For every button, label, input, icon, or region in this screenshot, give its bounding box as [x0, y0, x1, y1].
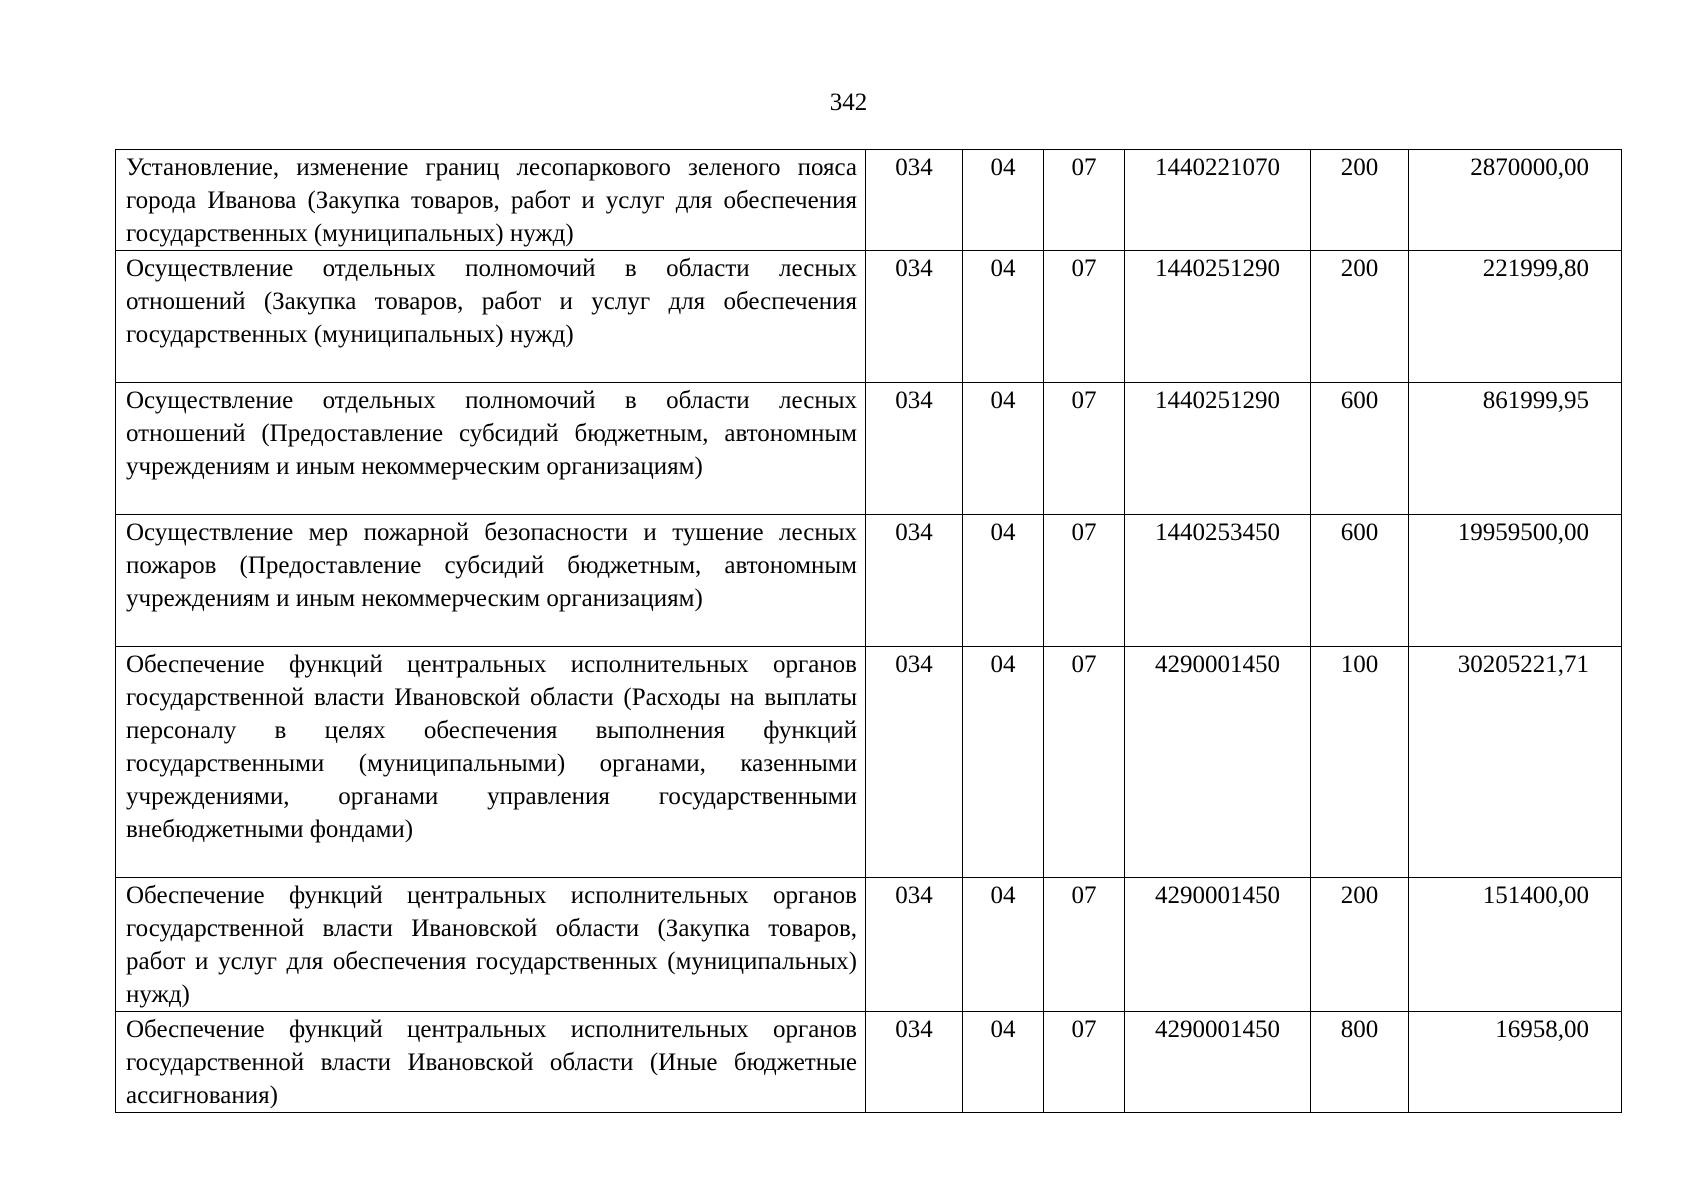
subsection-code: 07 — [1044, 1012, 1125, 1113]
page-number: 342 — [829, 89, 868, 116]
target-code: 1440221070 — [1125, 150, 1311, 251]
section-code: 04 — [963, 383, 1044, 515]
row-description: Осуществление мер пожарной безопасности и тушение лесных пожаров (Предоставление субсидий бюджетным, автономным учреждениям и иным некоммерческим организациям) — [116, 515, 866, 647]
table-row — [116, 1012, 1622, 1113]
row-description: Установление, изменение границ лесопаркового зеленого пояса города Иванова (Закупка товаров, работ и услуг для обеспечения государственных (муниципальных) нужд) — [116, 150, 866, 251]
subsection-code: 07 — [1044, 251, 1125, 383]
row-description: Осуществление отдельных полномочий в области лесных отношений (Закупка товаров, работ и услуг для обеспечения государственных (муниципальных) нужд) — [116, 251, 866, 383]
row-description: Обеспечение функций центральных исполнительных органов государственной власти Ивановской области (Закупка товаров, работ и услуг для обеспечения государственных (муниципальных) нужд) — [116, 878, 866, 1012]
expense-type-code: 200 — [1311, 150, 1409, 251]
budget-table — [115, 149, 1622, 1113]
amount: 861999,95 — [1409, 383, 1622, 515]
target-code: 4290001450 — [1125, 878, 1311, 1012]
amount: 221999,80 — [1409, 251, 1622, 383]
subsection-code: 07 — [1044, 647, 1125, 878]
subsection-code: 07 — [1044, 383, 1125, 515]
row-description: Обеспечение функций центральных исполнительных органов государственной власти Ивановской области (Иные бюджетные ассигнования) — [116, 1012, 866, 1113]
expense-type-code: 200 — [1311, 251, 1409, 383]
row-description: Обеспечение функций центральных исполнительных органов государственной власти Ивановской области (Расходы на выплаты персоналу в целях обеспечения выполнения функций государственными (муниципальными) органами, казенными учреждениями, органами управления государственными внебюджетными фондами) — [116, 647, 866, 878]
target-code: 1440251290 — [1125, 251, 1311, 383]
ministry-code: 034 — [866, 383, 963, 515]
ministry-code: 034 — [866, 515, 963, 647]
subsection-code: 07 — [1044, 150, 1125, 251]
table-row — [116, 150, 1622, 251]
amount: 151400,00 — [1409, 878, 1622, 1012]
amount: 19959500,00 — [1409, 515, 1622, 647]
table-row — [116, 383, 1622, 515]
target-code: 1440253450 — [1125, 515, 1311, 647]
ministry-code: 034 — [866, 251, 963, 383]
amount: 16958,00 — [1409, 1012, 1622, 1113]
ministry-code: 034 — [866, 878, 963, 1012]
section-code: 04 — [963, 251, 1044, 383]
section-code: 04 — [963, 647, 1044, 878]
expense-type-code: 600 — [1311, 515, 1409, 647]
ministry-code: 034 — [866, 1012, 963, 1113]
amount: 2870000,00 — [1409, 150, 1622, 251]
ministry-code: 034 — [866, 647, 963, 878]
table-row — [116, 251, 1622, 383]
expense-type-code: 100 — [1311, 647, 1409, 878]
section-code: 04 — [963, 515, 1044, 647]
subsection-code: 07 — [1044, 878, 1125, 1012]
table-row — [116, 878, 1622, 1012]
section-code: 04 — [963, 150, 1044, 251]
expense-type-code: 200 — [1311, 878, 1409, 1012]
section-code: 04 — [963, 1012, 1044, 1113]
row-description: Осуществление отдельных полномочий в области лесных отношений (Предоставление субсидий бюджетным, автономным учреждениям и иным некоммерческим организациям) — [116, 383, 866, 515]
table-row — [116, 647, 1622, 878]
amount: 30205221,71 — [1409, 647, 1622, 878]
target-code: 1440251290 — [1125, 383, 1311, 515]
subsection-code: 07 — [1044, 515, 1125, 647]
expense-type-code: 800 — [1311, 1012, 1409, 1113]
target-code: 4290001450 — [1125, 1012, 1311, 1113]
table-row — [116, 515, 1622, 647]
expense-type-code: 600 — [1311, 383, 1409, 515]
target-code: 4290001450 — [1125, 647, 1311, 878]
section-code: 04 — [963, 878, 1044, 1012]
ministry-code: 034 — [866, 150, 963, 251]
